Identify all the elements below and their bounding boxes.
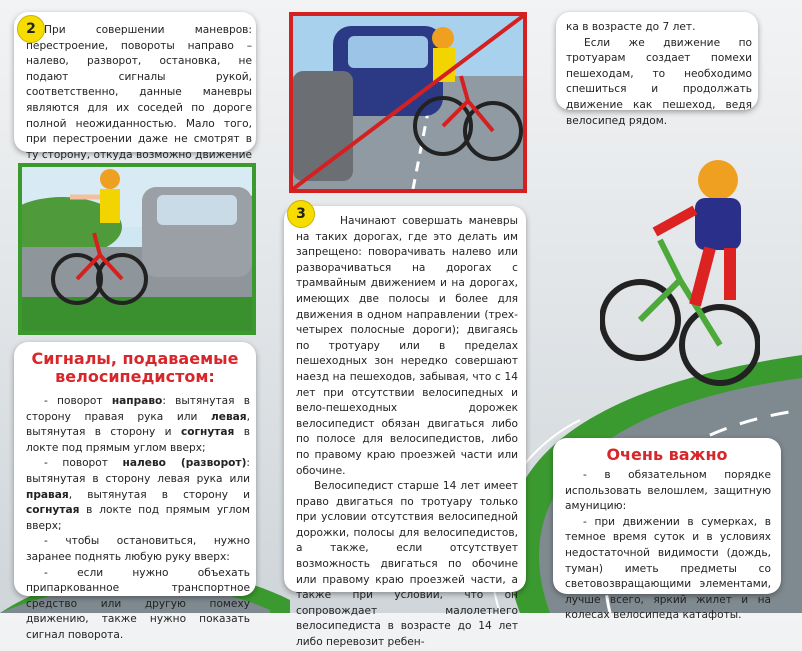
important-title: Очень важно [606,445,728,464]
signals-item-fragment: , вытянутая в сторону и [68,488,250,501]
section-3-paragraph-2: Велосипедист старше 14 лет имеет право двигаться по тротуару только при условии отсутствия велосипедной дорожки, полосы для велосипедистов, а также, если отсутствует возможность двигаться по обочине или правому краю проезжей части, а также при условии, что он сопровождает малолетнего велосипедиста в возрасте до 14 лет либо перевозит ребен- [296,480,518,649]
section-2-badge: 2 [17,15,45,43]
signals-title-line-2: велосипедистом: [55,367,215,386]
signals-item [26,456,250,534]
signals-item-fragment: в локте под прямым углом вверх; [26,426,250,454]
signals-item-fragment: направо [111,395,163,407]
important-text-2: - при движении в сумерках, в темное время суток и в условиях недостаточной видимости (дождь, туман) иметь предметы со световозвращающими элементами, лучше всего, яркий жилет и на колесах велосипеда катафоты. [565,515,771,622]
child-cyclist-illustration [600,160,760,390]
continuation-text-1: ка в возрасте до 7 лет. [566,21,696,33]
signals-item-fragment: согнутая [26,504,80,517]
signals-item-fragment: согнутая [180,426,235,439]
signals-item-fragment: в локте под прямым углом вверх; [26,504,250,532]
section-3-badge: 3 [287,200,315,228]
signals-item [26,566,250,644]
important-card [553,438,781,622]
signals-title-line-1: Сигналы, подаваемые [31,349,239,368]
signals-item-fragment: : вытянутая в сторону левая рука или [26,457,250,485]
signals-item-fragment: - чтобы остановиться, нужно заранее поднять любую руку вверх: [26,535,250,563]
continuation-text-2: Если же движение по тротуарам создает помехи пешеходам, то необходимо спешиться и продолжать движение как пешеход, ведя велосипед рядом. [566,36,752,127]
signals-item-fragment: - поворот [44,457,123,470]
cyclist-signal-forbidden-illustration [289,12,527,193]
signals-item [26,534,250,565]
cyclist-with-car-illustration [18,163,256,335]
important-text-1: - в обязательном порядке использовать велошлем, защитную амуницию: [565,469,771,513]
signals-item-fragment: правая [26,488,69,501]
section-3-paragraph-1: Начинают совершать маневры на таких дорогах, где это делать им запрещено: поворачивать налево или разворачиваться на дорогах с трамвайным движением и на дорогах, имеющих две полосы и более для движения в одном направлении (трех-четырех полосные дороги); двигаясь по тротуару или в пределах пешеходных зон нередко совершают наезд на пешеходов, забывая, что с 14 лет при отсутствии велосипедных и вело-пешеходных дорожек велосипедист обязан двигаться либо по полосе для велосипедистов, либо по правому краю проезжей части или обочине. [296,215,518,477]
section-2-text: При совершении маневров: перестроение, повороты направо – налево, разворот, остановка, не подают сигналы рукой, соответственно, данные маневры являются для их соседей по дороге полной неожиданностью. Мало того, при перестроении даже не смотрят в ту сторону, откуда возможно движение [26,24,252,161]
signals-item-fragment: : вытянутая в сторону правая рука или [26,395,250,423]
continuation-card [556,12,758,127]
signals-card [14,342,256,641]
section-3-card [284,206,526,649]
section-2-card [14,12,256,161]
signals-item-fragment: левая [211,410,247,423]
signals-item-fragment: - поворот [44,395,112,407]
signals-item-fragment: налево (разворот) [122,457,247,470]
signals-item [26,394,250,456]
signals-list [26,394,250,644]
signals-item-fragment: - если нужно объехать припаркованное транспортное средство или другую помеху движению, также нужно показать сигнал поворота. [26,566,250,641]
signals-item-fragment: , вытянутая в сторону и [26,410,250,439]
